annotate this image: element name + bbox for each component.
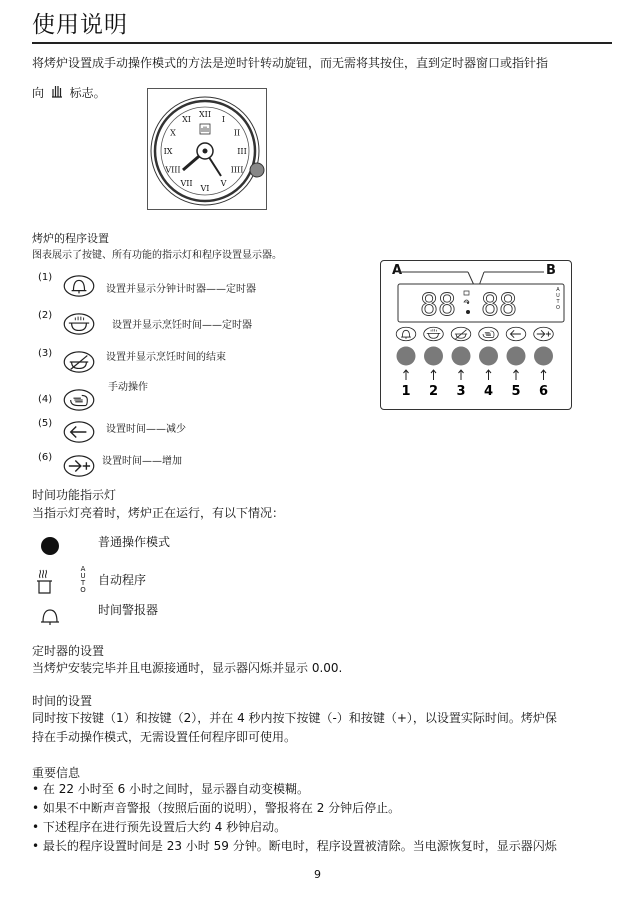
panel-button-number: 3 (456, 384, 466, 399)
auto-letter: T (556, 299, 560, 305)
clock-window (200, 124, 210, 134)
clock-numeral: VIII (165, 165, 181, 175)
indicator-description: 当指示灯亮着时，烤炉正在运行，有以下情况： (32, 506, 285, 520)
auto-letter: T (80, 579, 86, 587)
panel-button-1[interactable] (397, 347, 416, 366)
program-item-label: 设置时间——减少 (106, 424, 186, 435)
panel-button-5[interactable] (507, 347, 526, 366)
program-item-label: 设置并显示烹饪时间的结束 (106, 352, 226, 363)
bell-icon (62, 274, 96, 298)
program-item-number: (6) (38, 452, 53, 463)
panel-button-2[interactable] (424, 347, 443, 366)
bell-icon (396, 327, 416, 340)
program-item-label: 手动操作 (108, 382, 148, 393)
pot-end-icon (451, 327, 471, 340)
program-item-number: (1) (38, 272, 53, 283)
auto-pot-icon (36, 566, 64, 596)
minus-icon (62, 420, 96, 444)
panel-button-number: 2 (428, 384, 439, 399)
important-bullet: • 最长的程序设置时间是 23 小时 59 分钟。断电时，程序设置被清除。当电源恢复时，显示器闪烁 (32, 839, 557, 853)
auto-letter: O (556, 305, 560, 311)
program-item-number: (2) (38, 310, 53, 321)
intro-line-2-pre: 向 (32, 86, 45, 100)
clock-knob-indicator (250, 163, 264, 177)
intro-line-1: 将烤炉设置成手动操作模式的方法是逆时针转动旋钮，而无需将其按住，直到定时器窗口或指针指 (32, 56, 549, 70)
plus-icon (534, 327, 554, 340)
filled-circle-icon (40, 536, 60, 556)
panel-label-b: B (546, 263, 556, 278)
program-item-number: (5) (38, 418, 53, 429)
panel-graphics (380, 260, 572, 410)
program-setup-description: 图表展示了按键、所有功能的指示灯和程序设置显示器。 (32, 250, 282, 261)
svg-text:88: 88 (420, 288, 457, 323)
auto-letter: U (556, 293, 560, 299)
hand-icon (50, 83, 64, 99)
clock-numeral: VI (200, 184, 210, 193)
panel-buttons (396, 327, 553, 399)
important-bullet-list (32, 780, 622, 856)
important-heading: 重要信息 (32, 766, 81, 780)
svg-text:88: 88 (481, 288, 518, 323)
panel-button-3[interactable] (452, 347, 471, 366)
clock-numeral: V (220, 179, 227, 189)
time-setup-line-1: 同时按下按键（1）和按键（2），并在 4 秒内按下按键（-）和按键（+），以设置实际时间。烤炉保 (32, 711, 557, 725)
indicator-label-normal: 普通操作模式 (98, 535, 171, 549)
program-item-number: (4) (38, 394, 53, 405)
clock-numeral: VII (180, 179, 193, 189)
panel-button-6[interactable] (534, 347, 553, 366)
program-setup-heading: 烤炉的程序设置 (32, 232, 109, 245)
timer-setup-heading: 定时器的设置 (32, 644, 105, 658)
plus-icon (62, 454, 96, 478)
hand-icon (479, 327, 499, 340)
indicator-auto-label (79, 566, 87, 594)
program-item-label: 设置时间——增加 (102, 456, 182, 467)
important-bullet: • 下述程序在进行预先设置后大约 4 秒钟启动。 (32, 820, 287, 834)
pot-icon (424, 327, 444, 340)
clock-numeral: III (237, 147, 247, 156)
up-arrow-icon (404, 370, 409, 380)
clock-numeral: XII (198, 110, 212, 119)
panel-button-number: 5 (511, 384, 521, 399)
up-arrow-icon (541, 370, 546, 380)
auto-letter: U (80, 572, 86, 580)
up-arrow-icon (459, 370, 464, 380)
hand-icon (62, 388, 96, 412)
page-title: 使用说明 (32, 12, 128, 38)
panel-button-number: 4 (483, 384, 494, 399)
intro-line-2 (32, 82, 106, 104)
up-arrow-icon (486, 370, 491, 380)
up-arrow-icon (514, 370, 519, 380)
timer-setup-text: 当烤炉安装完毕并且电源接通时，显示器闪烁并显示 0.00. (32, 661, 343, 675)
important-bullet: • 如果不中断声音警报（按照后面的说明），警报将在 2 分钟后停止。 (32, 801, 401, 815)
important-bullet: • 在 22 小时至 6 小时之间时，显示器自动变模糊。 (32, 782, 310, 796)
indicator-heading: 时间功能指示灯 (32, 488, 117, 502)
auto-letter: A (556, 287, 560, 293)
program-item-label: 设置并显示烹饪时间——定时器 (112, 320, 252, 331)
intro-line-2-post: 标志。 (69, 86, 106, 100)
pot-end-icon (62, 350, 96, 374)
clock-illustration (147, 88, 267, 210)
clock-numeral: IIII (230, 165, 244, 175)
indicator-label-auto: 自动程序 (98, 573, 147, 587)
program-item-label: 设置并显示分钟计时器——定时器 (106, 284, 256, 295)
panel-label-a: A (392, 263, 403, 278)
clock-numeral: I (221, 114, 226, 124)
time-setup-heading: 时间的设置 (32, 694, 93, 708)
up-arrow-icon (431, 370, 436, 380)
clock-numeral: XI (182, 114, 191, 124)
auto-letter: A (80, 565, 86, 573)
colon-dot-icon (466, 310, 470, 314)
panel-button-number: 6 (538, 384, 549, 399)
pot-icon (62, 312, 96, 336)
minus-icon (506, 327, 526, 340)
panel-button-number: 1 (401, 384, 411, 399)
program-item-number: (3) (38, 348, 53, 359)
time-setup-line-2: 持在手动操作模式，无需设置任何程序即可使用。 (32, 730, 297, 744)
title-divider (32, 42, 612, 44)
clock-numeral: X (170, 128, 176, 138)
clock-numeral: II (233, 128, 241, 138)
page-number: 9 (314, 868, 321, 881)
panel-button-4[interactable] (479, 347, 498, 366)
clock-numeral: IX (163, 147, 173, 156)
bell-icon (38, 606, 62, 628)
auto-letter: O (80, 586, 86, 594)
indicator-label-alarm: 时间警报器 (98, 603, 159, 617)
